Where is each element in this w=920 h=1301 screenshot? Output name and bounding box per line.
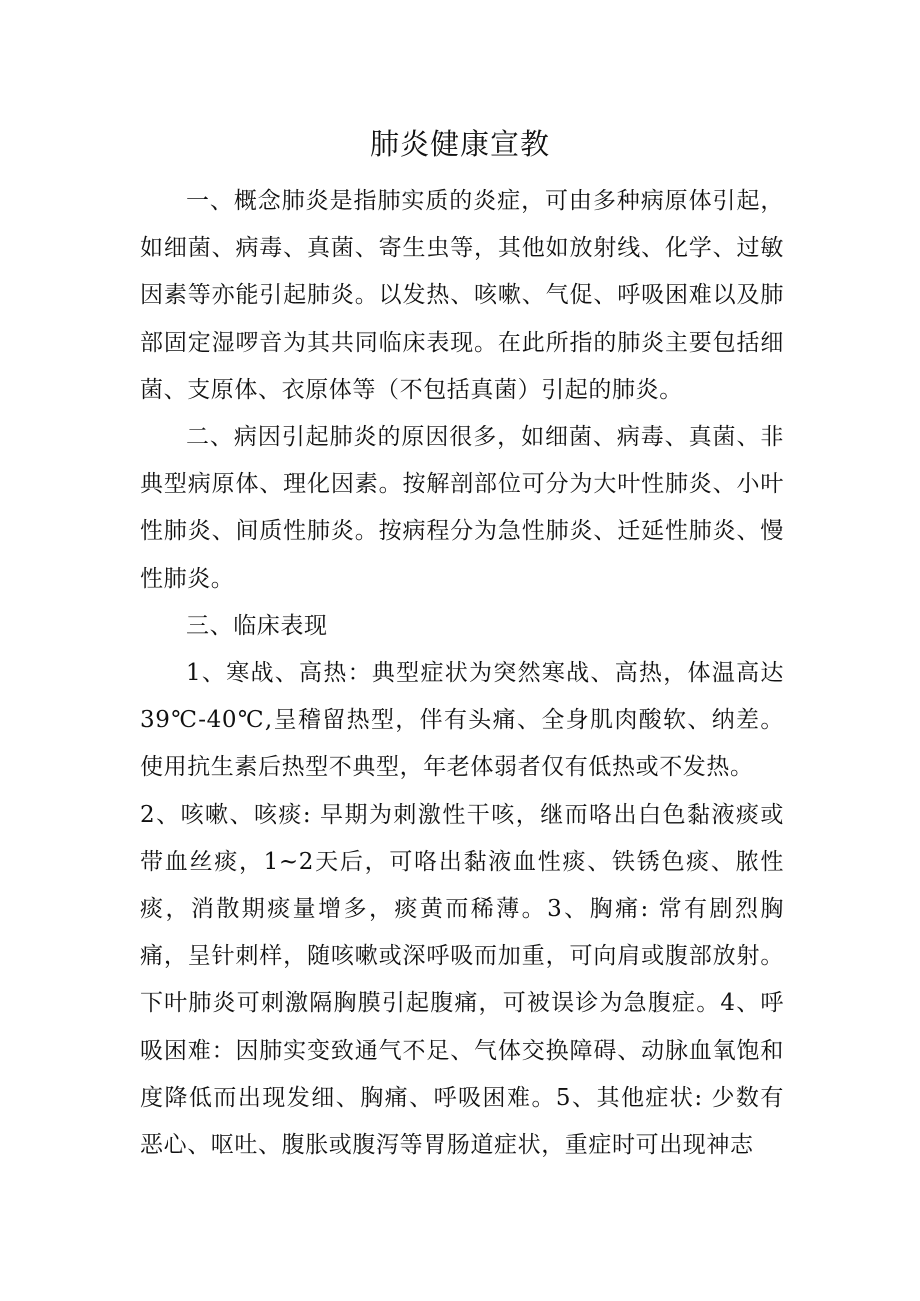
paragraph-fever: 1、寒战、高热：典型症状为突然寒战、高热，体温高达39℃-40℃,呈稽留热型，伴有头痛、全身肌肉酸软、纳差。使用抗生素后热型不典型，年老体弱者仅有低热或不发热。 [140, 660, 784, 781]
paragraph-symptoms: 2、咳嗽、咳痰: 早期为刺激性干咳，继而咯出白色黏液痰或带血丝痰，1~2天后，可咯出黏液血性痰、铁锈色痰、脓性痰，消散期痰量增多，痰黄而稀薄。3、胸痛: 常有剧烈胸痛，呈针刺样，随咳嗽或深呼吸而加重，可向肩或腹部放射。下叶肺炎可刺激隔胸膜引起腹痛，可被误诊为急腹症。4、呼吸困难：因肺实变致通气不足、气体交换障碍、动脉血氧饱和度降低而出现发细、胸痛、呼吸困难。5、其他症状: 少数有恶心、呕吐、腹胀或腹泻等胃肠道症状，重症时可出现神志 [140, 801, 784, 1159]
document-title: 肺炎健康宣教 [369, 127, 550, 161]
paragraph-etiology: 二、病因引起肺炎的原因很多，如细菌、病毒、真菌、非典型病原体、理化因素。按解剖部位可分为大叶性肺炎、小叶性肺炎、间质性肺炎。按病程分为急性肺炎、迁延性肺炎、慢性肺炎。 [140, 424, 784, 592]
section-heading-clinical: 三、临床表现 [186, 612, 328, 639]
paragraph-concept: 一、概念肺炎是指肺实质的炎症，可由多种病原体引起，如细菌、病毒、真菌、寄生虫等，其他如放射线、化学、过敏因素等亦能引起肺炎。以发热、咳嗽、气促、呼吸困难以及肺部固定湿啰音为其共同临床表现。在此所指的肺炎主要包括细菌、支原体、衣原体等（不包括真菌）引起的肺炎。 [140, 188, 784, 403]
document-body [140, 178, 784, 1169]
